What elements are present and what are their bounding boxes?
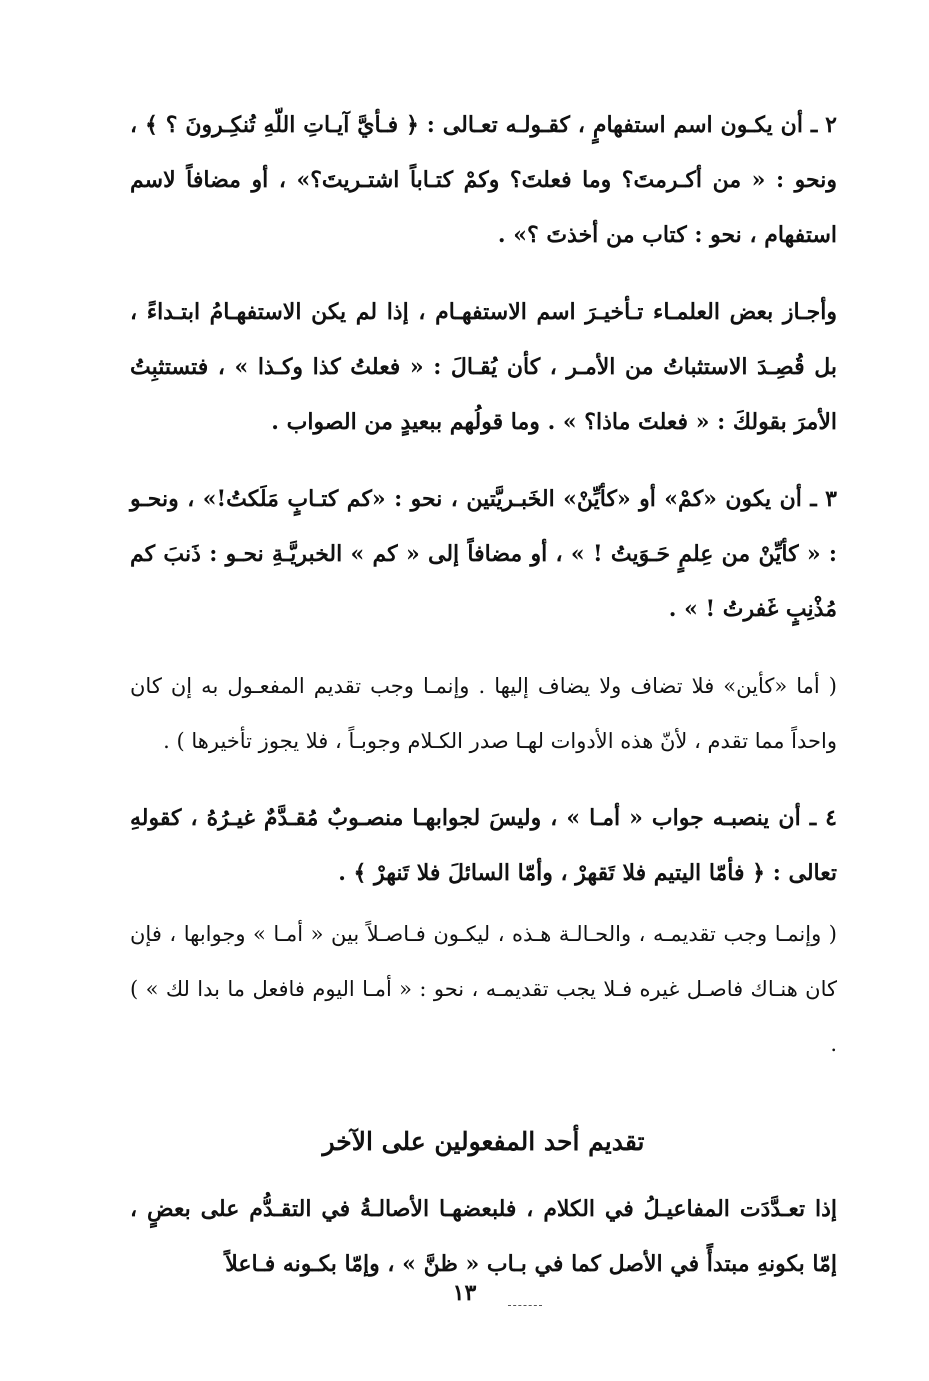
paragraph-section-intro: إذا تعـدَّدَت المفاعيـلُ في الكلام ، فلبعضهـا الأصالـةُ في التقـدُّم على بعضٍ ، إمّا بكونهِ مبتدأً في الأصل كما في بـاب « ظنَّ » ، وإمّا بكـونه فـاعلاً bbox=[130, 1196, 837, 1277]
paragraph-note-amma: ( وإنمـا وجب تقديمـه ، والحـالـة هـذه ، ليكـون فـاصـلاً بين « أمـا » وجوابها ، فإن كان هنـاك فاصـل غيره فـلا يجب تقديمـه ، نحو : « أمـا اليوم فافعل ما بدا لك » ) . bbox=[130, 922, 837, 1056]
section-heading: تقديم أحد المفعولين على الآخر bbox=[322, 1127, 645, 1156]
paragraph-delay-permission: وأجـاز بعض العلمـاء تـأخيـرَ اسم الاستفهـام ، إذا لم يكن الاستفهـامُ ابتـداءً ، بل قُصِـدَ الاستثباتُ من الأمـر ، كأن يُقـالَ : « فعلتُ كذا وكـذا » ، فتستثبِتُ الأمرَ بقولكَ : « فعلتَ ماذا؟ » . وما قولُهم ببعيدٍ من الصواب . bbox=[130, 299, 837, 435]
paragraph-note-kaayyin: ( أما «كأين» فلا تضاف ولا يضاف إليها . وإنمـا وجب تقديم المفعـول به إن كان واحداً مما تقدم ، لأنّ هذه الأدوات لهـا صدر الكـلام وجوبـاً ، فلا يجوز تأخيرها ) . bbox=[130, 674, 837, 753]
footer-rule bbox=[508, 1305, 542, 1306]
paragraph-rule-3: ٣ ـ أن يكون «كمْ» أو «كأيِّنْ» الخَبـريَّتين ، نحو : «كم كتـابٍ مَلَكتُ!» ، ونحـو : « كأيِّنْ من عِلمٍ حَـوَيتُ ! » ، أو مضافاً إلى « كم » الخبريَّـةِ نحـو : ذَنبَ كم مُذْنِبٍ غَفرتُ ! » . bbox=[130, 486, 837, 622]
paragraph-rule-4: ٤ ـ أن ينصبـه جواب « أمـا » ، وليسَ لجوابهـا منصـوبٌ مُقـدَّمٌ غيـرُهُ ، كقولهِ تعالى : ﴿ فأمّا اليتيم فلا تَقهرْ ، وأمّا السائلَ فلا تَنهرْ ﴾ . bbox=[130, 805, 837, 886]
page-number: ١٣ bbox=[452, 1280, 477, 1306]
paragraph-rule-2: ٢ ـ أن يكـون اسم استفهامٍ ، كقـولـه تعـالى : ﴿ فـأيَّ آيـاتِ اللّهِ تُنكِـرونَ ؟ ﴾ ، ونحو : « من أكـرمتَ؟ وما فعلتَ؟ وكمْ كتـاباً اشتـريتَ؟» ، أو مضافاً لاسم استفهام ، نحو : كتاب من أخذتَ ؟» . bbox=[130, 112, 837, 248]
